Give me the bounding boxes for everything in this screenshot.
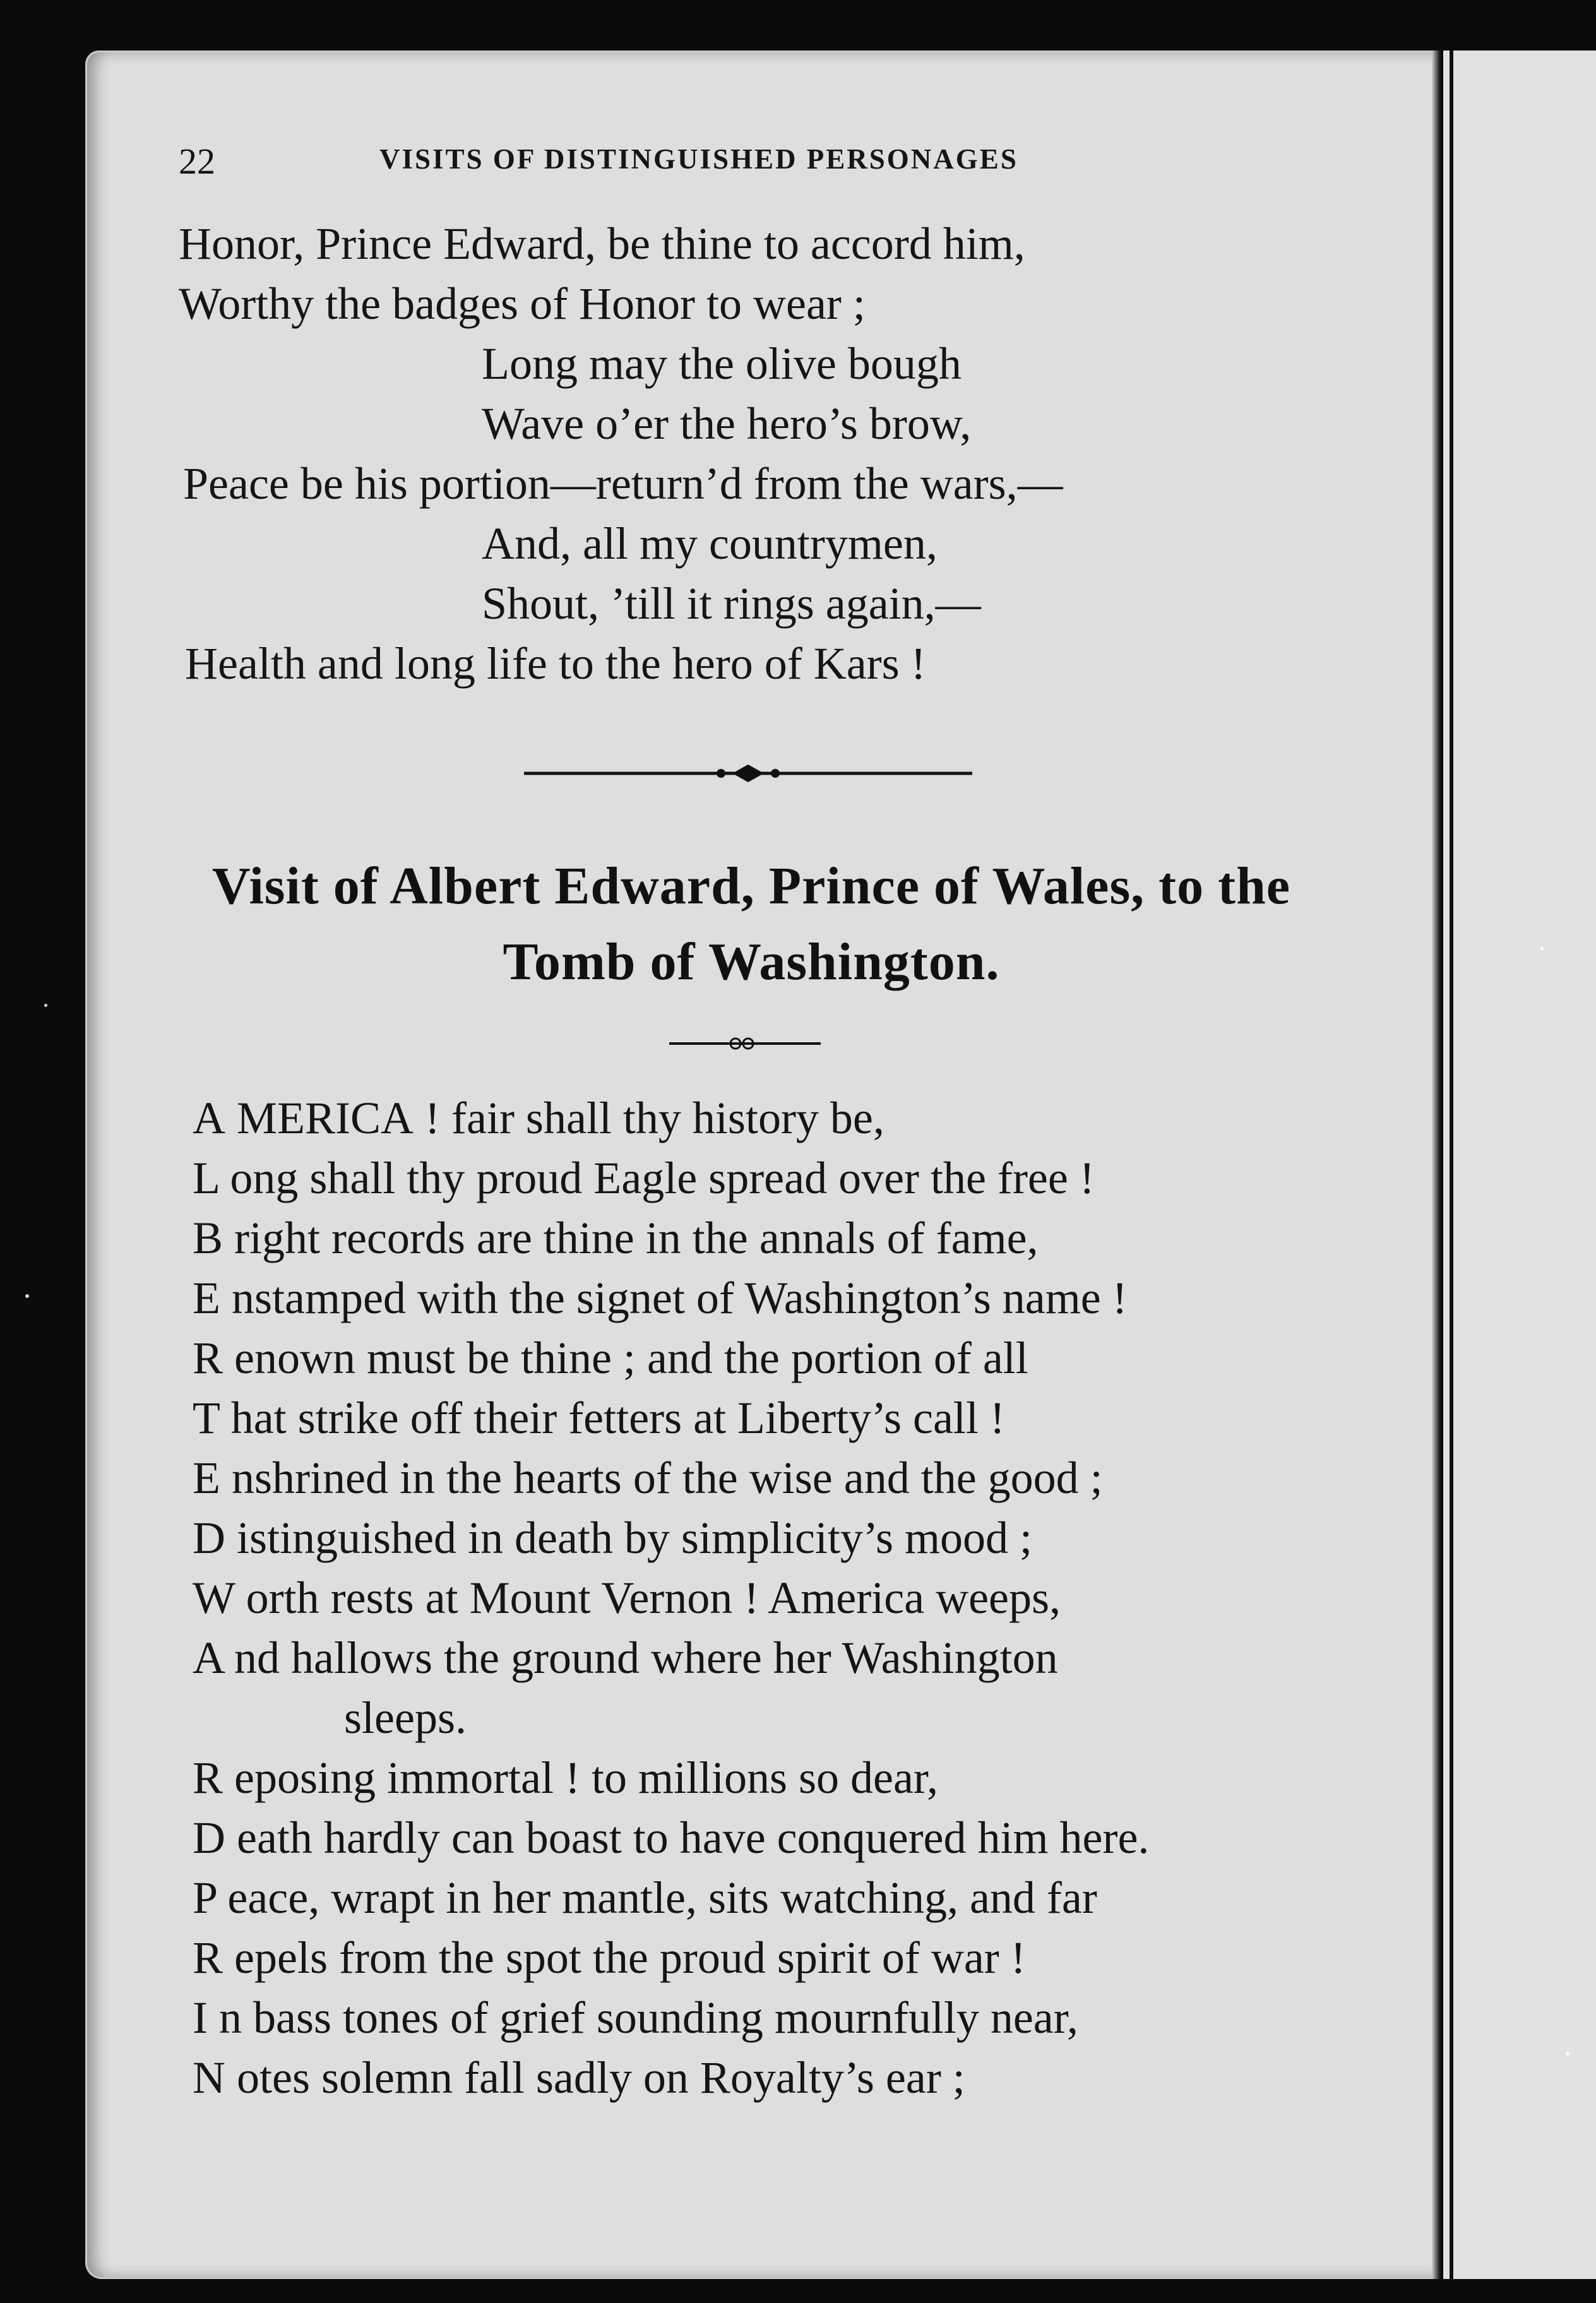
acrostic-line: P eace, wrapt in her mantle, sits watching, and far xyxy=(193,1872,1097,1923)
acrostic-line: D istinguished in death by simplicity’s mood ; xyxy=(193,1513,1032,1563)
acrostic-line-continuation: sleeps. xyxy=(344,1693,467,1743)
poem-line: Worthy the badges of Honor to wear ; xyxy=(179,278,866,329)
acrostic-line: T hat strike off their fetters at Liberty’s call ! xyxy=(193,1393,1005,1443)
acrostic-line: E nstamped with the signet of Washington’s name ! xyxy=(193,1273,1128,1323)
acrostic-line: B right records are thine in the annals of fame, xyxy=(193,1213,1039,1263)
poem-line: Shout, ’till it rings again,— xyxy=(482,578,981,629)
poem-line: And, all my countrymen, xyxy=(482,518,938,569)
poem-line: Health and long life to the hero of Kars ! xyxy=(185,638,926,689)
page-number: 22 xyxy=(179,141,215,182)
ornamental-rule xyxy=(524,761,972,786)
acrostic-line: R enown must be thine ; and the portion of all xyxy=(193,1333,1028,1383)
scan-speck xyxy=(1540,947,1544,950)
acrostic-line: L ong shall thy proud Eagle spread over the free ! xyxy=(193,1153,1095,1203)
scan-speck xyxy=(1566,2052,1569,2056)
facing-page-edge xyxy=(1443,51,1596,2279)
acrostic-line: A nd hallows the ground where her Washington xyxy=(193,1633,1058,1683)
poem-line: Peace be his portion—return’d from the wars,— xyxy=(183,458,1063,509)
scan-speck xyxy=(25,1294,29,1298)
acrostic-line: R epels from the spot the proud spirit of war ! xyxy=(193,1932,1026,1983)
acrostic-line: N otes solemn fall sadly on Royalty’s ear ; xyxy=(193,2052,965,2103)
poem-line: Wave o’er the hero’s brow, xyxy=(482,398,972,449)
section-title-line-1: Visit of Albert Edward, Prince of Wales, to the xyxy=(211,857,1291,915)
poem-line: Honor, Prince Edward, be thine to accord him, xyxy=(179,218,1025,269)
running-head: VISITS OF DISTINGUISHED PERSONAGES xyxy=(379,143,1018,175)
poem-line: Long may the olive bough xyxy=(482,338,962,389)
acrostic-line: E nshrined in the hearts of the wise and the good ; xyxy=(193,1453,1103,1503)
section-title-line-2: Tomb of Washington. xyxy=(503,932,1000,991)
scan-speck xyxy=(44,1004,47,1007)
acrostic-line: I n bass tones of grief sounding mournfully near, xyxy=(193,1992,1078,2043)
small-ornamental-rule xyxy=(669,1034,821,1053)
acrostic-line: W orth rests at Mount Vernon ! America weeps, xyxy=(193,1573,1061,1623)
facing-page-border xyxy=(1450,51,1453,2279)
acrostic-line: A MERICA ! fair shall thy history be, xyxy=(193,1093,884,1143)
acrostic-line: D eath hardly can boast to have conquered him here. xyxy=(193,1812,1150,1863)
book-gutter xyxy=(1432,51,1443,2279)
acrostic-line: R eposing immortal ! to millions so dear, xyxy=(193,1753,939,1803)
